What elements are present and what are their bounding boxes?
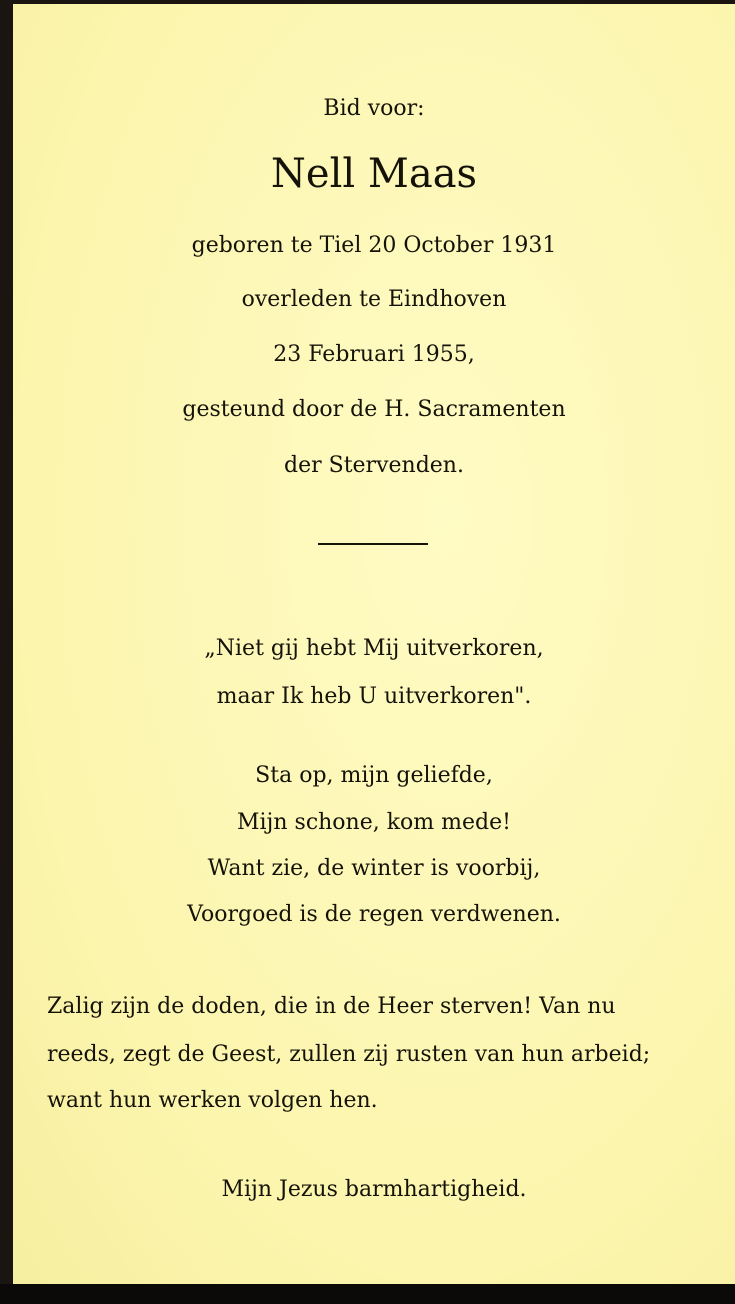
divider-rule <box>318 543 428 545</box>
blessing-line-2: reeds, zegt de Geest, zullen zij rusten van hun arbeid; <box>47 1042 651 1067</box>
quote-line-2: maar Ik heb U uitverkoren". <box>216 684 532 709</box>
poem-line: Voorgoed is de regen verdwenen. <box>187 902 561 927</box>
blessing-line-3: want hun werken volgen hen. <box>47 1088 378 1113</box>
sacraments-line-2: der Stervenden. <box>284 453 464 478</box>
scan-bottom-edge <box>0 1284 735 1304</box>
blessing-line-1: Zalig zijn de doden, die in de Heer sterven! Van nu <box>47 994 616 1019</box>
quote-line-1: „Niet gij hebt Mij uitverkoren, <box>204 636 544 661</box>
death-place-line: overleden te Eindhoven <box>241 287 507 312</box>
death-date-line: 23 Februari 1955, <box>273 342 475 367</box>
header-text: Bid voor: <box>323 96 425 121</box>
birth-line: geboren te Tiel 20 October 1931 <box>191 233 557 258</box>
poem-line: Mijn schone, kom mede! <box>236 810 511 835</box>
memorial-card <box>13 4 735 1284</box>
poem-line: Sta op, mijn geliefde, <box>255 763 493 788</box>
poem-line: Want zie, de winter is voorbij, <box>207 856 541 881</box>
sacraments-line-1: gesteund door de H. Sacramenten <box>182 397 566 422</box>
closing-prayer: Mijn Jezus barmhartigheid. <box>221 1177 527 1202</box>
deceased-name: Nell Maas <box>270 151 478 197</box>
